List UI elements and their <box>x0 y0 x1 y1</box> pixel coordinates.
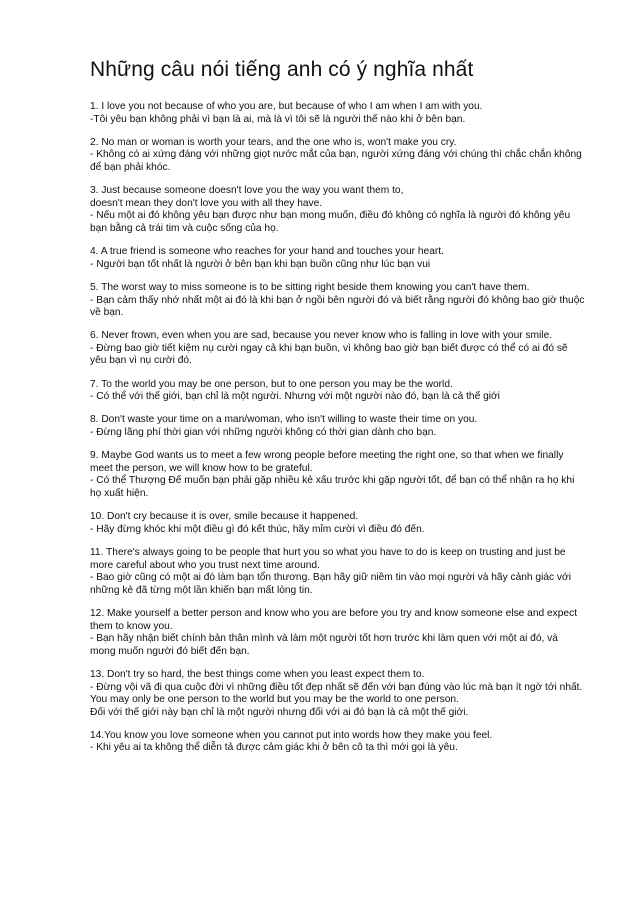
quote-line: 10. Don't cry because it is over, smile because it happened. <box>90 511 359 523</box>
quote-line: 7. To the world you may be one person, but to one person you may be the world. <box>90 378 453 390</box>
quote-line: 4. A true friend is someone who reaches for your hand and touches your heart. <box>90 246 444 258</box>
quote-item <box>90 379 586 404</box>
quote-line: 13. Don't try so hard, the best things come when you least expect them to. <box>90 668 425 680</box>
quote-line: -Tôi yêu bạn không phải vì bạn là ai, mà là vì tôi sẽ là người thế nào khi ở bên bạn. <box>90 113 466 125</box>
quote-line: 12. Make yourself a better person and know who you are before you try and know someone else and expect them to know you. <box>90 607 578 632</box>
quote-item <box>90 414 586 439</box>
quote-line: You may only be one person to the world but you may be the world to one person. <box>90 694 459 706</box>
quote-item <box>90 730 586 755</box>
quote-line: 3. Just because someone doesn't love you the way you want them to, <box>90 185 404 197</box>
quote-line: - Đừng bao giờ tiết kiệm nụ cười ngay cả khi bạn buồn, vì không bao giờ bạn biết được có thể có ai đó sẽ yêu bạn vì nụ cười đó. <box>90 342 568 367</box>
quote-line: - Khi yêu ai ta không thể diễn tả được cảm giác khi ở bên cô ta thì mới gọi là yêu. <box>90 742 458 754</box>
quote-line: - Có thể với thế giới, bạn chỉ là một người. Nhưng với một người nào đó, bạn là cả thế giới <box>90 391 500 403</box>
quote-item <box>90 669 586 719</box>
quote-item <box>90 330 586 368</box>
quote-line: 9. Maybe God wants us to meet a few wrong people before meeting the right one, so that when we finally meet the person, we will know how to be grateful. <box>90 450 564 474</box>
quote-line: - Bao giờ cũng có một ai đó làm bạn tổn thương. Bạn hãy giữ niềm tin vào mọi người và hãy cảnh giác với những kẻ đã từng một lần khiến bạn mất lòng tin. <box>90 572 571 596</box>
quote-item <box>90 282 586 320</box>
quote-line: - Đừng vội vã đi qua cuộc đời vì những điều tốt đẹp nhất sẽ đến với bạn đúng vào lúc mà bạn ít ngờ tới nhất. <box>90 681 583 693</box>
quote-line: more careful about who you trust next time around. <box>90 559 320 571</box>
quote-line: - Không có ai xứng đáng với những giọt nước mắt của bạn, người xứng đáng với chúng thì chắc chắn không để bạn phải khóc. <box>90 149 582 173</box>
quote-line: 6. Never frown, even when you are sad, because you never know who is falling in love with your smile. <box>90 330 553 342</box>
quote-line: - Nếu một ai đó không yêu bạn được như bạn mong muốn, điều đó không có nghĩa là người đó không yêu bạn bằng cả trái tim và cuộc sống của họ. <box>90 210 571 234</box>
quote-line: - Người bạn tốt nhất là người ở bên bạn khi bạn buồn cũng như lúc bạn vui <box>90 258 431 270</box>
quote-item <box>90 547 586 597</box>
quote-list <box>90 101 586 755</box>
quote-line: 2. No man or woman is worth your tears, and the one who is, won't make you cry. <box>90 136 457 148</box>
quote-line: 11. There's always going to be people that hurt you so what you have to do is keep on trusting and just be <box>90 546 566 558</box>
quote-line: - Đừng lãng phí thời gian với những người không có thời gian dành cho bạn. <box>90 427 437 439</box>
quote-item <box>90 137 586 175</box>
quote-line: 1. I love you not because of who you are, but because of who I am when I am with you. <box>90 101 483 112</box>
quote-item <box>90 511 586 536</box>
quote-line: 14.You know you love someone when you cannot put into words how they make you feel. <box>90 729 493 741</box>
quote-item <box>90 101 586 126</box>
quote-item <box>90 246 586 271</box>
quote-line: Đối với thế giới này bạn chỉ là một người nhưng đối với ai đó bạn là cả một thế giới. <box>90 706 469 718</box>
quote-line: 5. The worst way to miss someone is to be sitting right beside them knowing you can't have them. <box>90 281 530 293</box>
quote-line: doesn't mean they don't love you with all they have. <box>90 197 323 209</box>
quote-line: - Bạn cảm thấy nhớ nhất một ai đó là khi bạn ở ngồi bên người đó và biết rằng người đó không bao giờ thuộc về bạn. <box>90 294 585 319</box>
quote-line: - Bạn hãy nhận biết chính bản thân mình và làm một người tốt hơn trước khi làm quen với một ai đó, và mong muốn người đó biết đến bạn. <box>90 633 558 657</box>
quote-line: 8. Don't waste your time on a man/woman, who isn't willing to waste their time on you. <box>90 414 478 426</box>
quote-item <box>90 185 586 235</box>
quote-line: - Có thể Thượng Đế muốn bạn phải gặp nhiều kẻ xấu trước khi gặp người tốt, để bạn có thể nhận ra họ khi họ xuất hiện. <box>90 475 575 499</box>
document-title: Những câu nói tiếng anh có ý nghĩa nhất <box>90 58 474 81</box>
quote-line: - Hãy đừng khóc khi một điều gì đó kết thúc, hãy mỉm cười vì điều đó đến. <box>90 523 425 535</box>
quote-item <box>90 608 586 658</box>
quote-item <box>90 450 586 500</box>
